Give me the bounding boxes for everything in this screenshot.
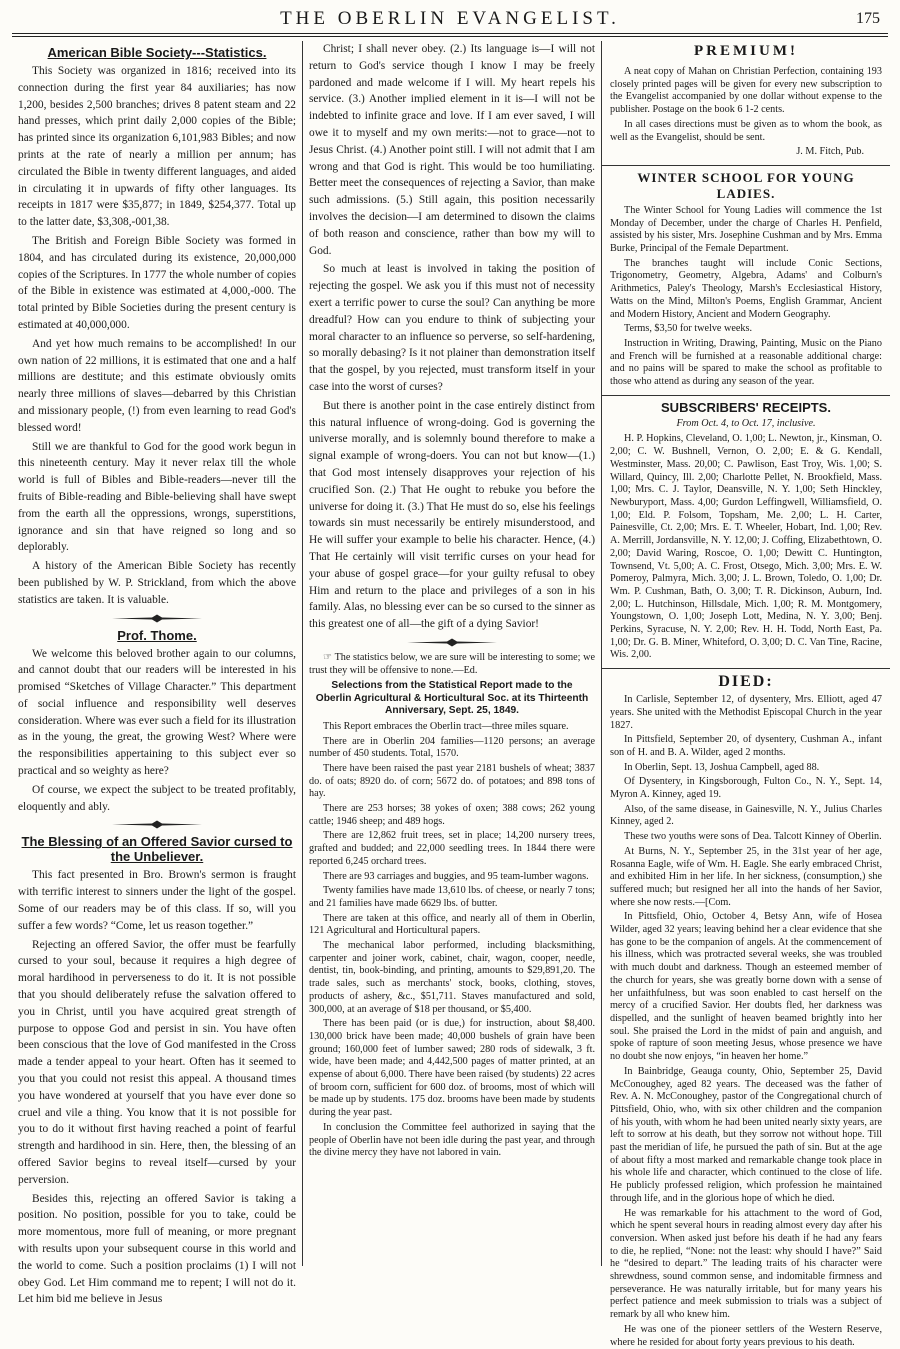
winter-school-heading: WINTER SCHOOL FOR YOUNG LADIES. [637, 169, 855, 201]
masthead-rule [12, 33, 888, 37]
receipts-heading: SUBSCRIBERS' RECEIPTS. [661, 399, 831, 415]
winter-school-paragraph: The branches taught will include Conic Sections, Trigonometry, Geometry, Algebra, Adams' and Colburn's Arithmetics, Paley's Theology, Marsh's Ecclesiastical History, Watts on the Mind, Milton's Poems, English Grammar, Ancient and Modern History, Ancient and Modern Geography. [610, 257, 882, 320]
report-paragraph: Twenty families have made 13,610 lbs. of cheese, or nearly 7 tons; and 21 families have made 6629 lbs. of butter. [309, 885, 596, 909]
report-paragraph: In conclusion the Committee feel authorized in saying that the people of Oberlin have not been idle during the past year, and through the divine mercy they have not labored in vain. [309, 1121, 595, 1159]
obituary: These two youths were sons of Dea. Talcott Kinney of Oberlin. [624, 831, 882, 843]
newspaper-title: THE OBERLIN EVANGELIST. [280, 8, 620, 29]
report-paragraph: There are taken at this office, and nearly all of them in Oberlin, 121 Agricultural and Horticultural papers. [309, 912, 595, 937]
obituary: In Pittsfield, September 20, of dysentery, Cushman A., infant son of H. and B. A. Wilder, aged 2 months. [610, 734, 882, 758]
died-heading: DIED: [718, 673, 774, 691]
obituary: Also, of the same disease, in Gainesville, N. Y., Julius Charles Kinney, aged 2. [610, 803, 882, 828]
report-paragraph: The mechanical labor performed, including blacksmithing, carpenter and joiner work, cabinet, chair, wagon, cooper, needle, dentist, tin, book-binding, and printing, amounts to $29,891,20. The trade sales, such as merchants' stock, books, clothing, stoves, products of ashery, &c., $51,711. Staves manufactured and sold, 300,000, at an average of $18 per thousand, or $5,400. [309, 940, 595, 1015]
report-body [309, 721, 595, 1160]
article-paragraph: This Society was organized in 1816; received into its connection during the first year 84 auxiliaries; has now 1,200, besides 2,500 branches; drives 8 patent steam and 22 hand presses, which print daily 2,000 copies of the Bible; has printed since its organization 6,101,983 Bibles; and now prints at the rate of nearly a million per annum; has circulated the Bible in twenty different languages, and aided in circulating it in upwards of fifty other languages. Its receipts in 1817 were $35,877; in 1849, $254,377. Total up to the latter date, $3,308,-001,38. [18, 65, 296, 229]
ornament-divider [309, 638, 595, 647]
article-paragraph: But there is another point in the case entirely distinct from this natural influence of wrong-doing. God is governing the universe morally, and is solemnly bound therefore to make a signal example of wrong-doers. You can not but know—(1.) that God most intensely disapproves your rejection of his crucified Son. (2.) That He ought to rebuke you before the universe for doing it. (3.) That He must do so, else his feelings towards sin must necessarily be entirely misunderstood, and He will suffer your example to belie his character. Hence, (4.) That He certainly will visit terrific curses on your head for your abuse of gospel grace—for your guilty refusal to obey Him and return to the place and privileges of a son in his family. Alas, no blessing ever can be so cursed to the sinner as this greatest one of all—the gift of a dying Savior! [309, 399, 595, 631]
obituary: In Carlisle, September 12, of dysentery, Mrs. Elliott, aged 47 years. She united with the Methodist Episcopal Church in the year 1827. [610, 694, 882, 731]
premium-paragraph: In all cases directions must be given as to whom the book, as well as the Evangelist, should be sent. [610, 118, 882, 143]
article-paragraph: Christ; I shall never obey. (2.) Its language is—I will not return to God's service though I know I may be freely pardoned and made welcome if I will. My heart repels his service. (3.) Another implied element in it is—I will not be indebted to infinite grace and love. If I am ever saved, I will owe it to myself and my own merits:—not to grace—not to Jesus Christ. (4.) Another point still. I will not admit that I am wrong and that God is right. This would be too humiliating. Better meet the consequences of rejecting a Savior, than make such admissions. (5.) Still again, this position necessarily involves the decision—I am determined to disown the claims of both reason and conscience, rather than bow my will to God. [309, 43, 595, 257]
winter-school-paragraph: The Winter School for Young Ladies will commence the 1st Monday of December, under the charge of Charles H. Penfield, assisted by his sister, Mrs. Josephine Cushman and by Mrs. Emma Burke, Principal of the Female Department. [610, 204, 882, 255]
article-heading-offered-savior: The Blessing of an Offered Savior cursed to the Unbeliever. [21, 834, 293, 865]
publisher-signature: J. M. Fitch, Pub. [796, 146, 864, 158]
report-paragraph: There are 12,862 fruit trees, set in place; 14,200 nursery trees, grafted and budded; and 22,000 seedling trees. In 1844 there were reported 6,245 orchard trees. [309, 830, 595, 867]
obituary: In Oberlin, Sept. 13, Joshua Campbell, aged 88. [624, 761, 820, 773]
report-paragraph: This Report embraces the Oberlin tract—three miles square. [323, 720, 569, 732]
article-paragraph: Rejecting an offered Savior, the offer must be fearfully cursed to your soul, because it requires a high degree of moral hardihood in perverseness to do it. It is not possible that you should deliberately refuse the salvation offered to you in Christ, until you have acquired great strength of purpose to oppose God and persist in sin. You have often been conscious that the love of God manifested in the Cross made a tender appeal to your heart. Often has it seemed to you that you could not resist this appeal. A thousand times you have wondered at yourself that you have ever done so cruel and vile a thing. You know that it is not possible for you to do it without first having reached a point of fearful strength and hardihood in sin. Here, then, the blessing of an offered Savior begins to reveal itself—cursed by your perversion. [18, 938, 296, 1186]
ornament-divider [18, 614, 296, 623]
article-paragraph: Still we are thankful to God for the good work begun in this nineteenth century. May it never relax till the whole world is full of Bibles and Bible-readers—never till the fruits of Bible-reading and Bible-believing shall have swept from the earth all the oppressions, wrongs, superstitions, ignorance and sin that have reigned so long and so deplorably. [18, 440, 296, 554]
winter-school-paragraph: Instruction in Writing, Drawing, Painting, Music on the Piano and French will be furnished at a reasonable additional charge: and no pains will be spared to make the school as profitable to those who attend as during any season of the year. [610, 337, 882, 388]
column-right [602, 41, 888, 1348]
obituary: In Pittsfield, Ohio, October 4, Betsy Ann, wife of Hosea Wilder, aged 32 years; leaving behind her a clear evidence that she has gone to be the companion of angels. At the commencement of his illness, which was protracted several weeks, she was troubled with much doubt and darkness. Though an esteemed member of the church for years, she was greatly borne down with a sense of her unfaithfulness, but was soon enabled to cast herself on the mercy of a crucified Savior. Her doubts fled, her darkness was dispelled, and the sunlight of heaven beamed brightly into her soul. She praised the Lord in the midst of pain and anguish, and spoke of rapture of soon meeting Jesus, whose presence we have no doubt she now enjoys, “in heaven her home.” [610, 911, 882, 1063]
winter-school-paragraph: Terms, $3,50 for twelve weeks. [624, 323, 753, 335]
obituary: He was one of the pioneer settlers of the Western Reserve, where he resided for about forty years previous to his death. [610, 1323, 882, 1348]
report-paragraph: There are 253 horses; 38 yokes of oxen; 388 cows; 262 young cattle; 1946 sheep; and 489 hogs. [309, 803, 595, 827]
masthead [12, 8, 888, 30]
article-paragraph: So much at least is involved in taking the position of rejecting the gospel. We ask you if this must not of necessity exert a terrific power to curse the soul? Can anything be more dreadful? How can you endure to think of subjecting your moral character to an influence so perverse, so self-hardening, so morally debasing? Is it not plainer than demonstration itself that the gospel, by you rejected, must transform itself in your case into the worst of curses? [309, 263, 595, 393]
report-paragraph: There are in Oberlin 204 families—1120 persons; an average number of 450 students. Total, 1570. [309, 735, 595, 760]
article-paragraph: We welcome this beloved brother again to our columns, and cannot doubt that our readers will be interested in his promised “Sketches of Village Character.” This department of social influence and responsibility well deserves consideration. Where was ever such a field for its illustration as in the young, the great, the growing West? Where were the responsibilities appertaining to this subject ever so practical and so weighty as here? [18, 647, 296, 778]
article-paragraph: A history of the American Bible Society has recently been published by W. P. Strickland, from which the above statistics are taken. It is valuable. [18, 560, 296, 606]
receipts-date-range: From Oct. 4, to Oct. 17, inclusive. [676, 417, 816, 429]
article-paragraph: And yet how much remains to be accomplished! In our own nation of 22 millions, it is estimated that one and a half millions are destitute; and this estimate obviously omits nearly three millions of slaves—debarred by this Christian and missionary people, (!) from even learning to read God's blessed word! [18, 337, 296, 434]
report-paragraph: There are 93 carriages and buggies, and 95 team-lumber wagons. [323, 870, 589, 882]
article-paragraph: The British and Foreign Bible Society was formed in 1804, and has circulated during its existence, 20,000,000 copies of the Scriptures. In 1777 the whole number of copies of the Bible in existence was estimated at 4,000,-000. The total printed by Bible Societies during the present century is estimated at 40,000,000. [18, 234, 296, 331]
section-rule [602, 395, 890, 396]
obituary: Of Dysentery, in Kingsborough, Fulton Co., N. Y., Sept. 14, Myron A. Kinney, aged 19. [610, 776, 882, 801]
columns [12, 41, 888, 1348]
report-paragraph: There have been raised the past year 2181 bushels of wheat; 3837 do. of oats; 8920 do. of corn; 5672 do. of potatoes; and 898 tons of hay. [309, 762, 595, 800]
obituary: In Bainbridge, Geauga county, Ohio, September 25, David McConoughey, aged 82 years. The deceased was the father of Rev. A. N. McConoughey, pastor of the Congregational church of Pittsfield, Ohio, who, with six other children and the companion of his youth, with whom he had been united nearly sixty years, are left to sorrow at his death, but they sorrow not without hope. Till past the meridian of life, he pursued the path of sin. But at the age of about fifty a most marked and remarkable change took place in his whole life and character, which continued to the close of life. He publicly professed religion, which profession he maintained through life, and in the glorious hope of which he died. [610, 1065, 882, 1204]
premium-heading: PREMIUM! [694, 43, 798, 59]
section-rule [602, 668, 890, 669]
ornament-divider [18, 820, 296, 829]
premium-paragraph: A neat copy of Mahan on Christian Perfection, containing 193 closely printed pages will be given for every new subscription to the Evangelist accompanied by one dollar without expense to the publisher. Postage on the book 6 1-2 cents. [610, 66, 882, 116]
report-paragraph: There has been paid (or is due,) for instruction, about $8,400. 130,000 brick have been made; 40,000 bushels of grain have been ground; 160,000 feet of lumber sawed; 280 rods of sidewalk, 3 ft. wide, have been made; and 4,442,500 pages of matter printed, at an expense of about 6,000. There have been raised (by students) 22 acres of broom corn, sufficient for 600 doz. of brooms, most of which will be made up by students. 175 doz. brooms have been made by students during the year past. [309, 1018, 595, 1119]
report-heading: Selections from the Statistical Report made to the Oberlin Agricultural & Horticultural Soc. at its Thirteenth Anniversary, Sept. 25, 1849. [315, 680, 589, 717]
obituary: He was remarkable for his attachment to the word of God, which he spent several hours in reading almost every day after his conversion. When asked just before his death if he had any fears to die, he replied, “None: not the least: why should I have?” Said he “desired to depart.” The leading traits of his character were shrewdness, sound common sense, and indomitable firmness and perseverance. He was naturally irritable, but for many years his perfect patience and meek submission to trials was a subject of remark by all who knew him. [610, 1207, 882, 1321]
article-paragraph: Of course, we expect the subject to be treated profitably, eloquently and ably. [18, 783, 296, 813]
section-rule [602, 165, 890, 166]
column-left [12, 41, 302, 1306]
page-number: 175 [856, 10, 880, 27]
article-heading-thome: Prof. Thome. [117, 627, 197, 643]
receipts-list: H. P. Hopkins, Cleveland, O. 1,00; L. Newton, jr., Kinsman, O. 2,00; C. W. Bushnell, Vernon, O. 2,00; E. & G. Kendall, Westminster, Mass. 20,00; C. Pawlison, East Troy, Wis. 1,00; S. Willard, Quincy, Ill. 2,00; Charlotte Pellet, N. Brookfield, Mass. 1,00; Mrs. C. J. Taylor, Deansville, N. Y. 1,00; Seth Hinckley, Newburyport, Mass. 4,00; Gurdon Leffingwell, Williamsfield, O. 1,00; Eld. P. Folsom, Topsham, Me. 2,00; L. H. Carter, Painesville, Ct. 2,00; Mrs. E. T. Wheeler, Hobart, Ind. 1,00; Rev. A. Merrill, Jordansville, N. Y. 12,00; J. Coffing, Elizabethtown, O. 2,00; David Waring, Roscoe, O. 1,00; Dewitt C. Huntington, Townsend, Vt. 5,00; A. C. Frost, Otsego, Mich. 3,00; Mrs. E. W. Pomeroy, Palmyra, Mich. 3,00; J. L. Brown, Toledo, O. 1,00; Dr. Wm. P. Cushman, Bath, O. 3,00; T. R. Dickinson, Auburn, Ind. 2,00; L. Hutchinson, Hillsdale, Mich. 1,00; R. M. Montgomery, Youngstown, O. 1,00; Joseph Lott, Medina, N. Y. 3,00; Benj. Perkins, Syracuse, N. Y. 2,00; Rev. H. H. Todd, North East, Pa. 1,00; Dr. G. B. Miner, Whiteford, O. 3,00; D. C. Van Tine, Racine, Wis. 2,00. [610, 433, 882, 661]
editor-note: ☞ The statistics below, we are sure will be interesting to some; we trust they will be offensive to none.—Ed. [309, 651, 595, 676]
article-heading-bible-society: American Bible Society---Statistics. [47, 45, 267, 60]
article-paragraph: This fact presented in Bro. Brown's sermon is fraught with terrific interest to sinners under the light of the gospel. Some of our readers may be of this class. If so, will you suffer a few words? “Come, let us reason together.” [18, 869, 296, 932]
obituary: At Burns, N. Y., September 25, in the 31st year of her age, Rosanna Eagle, wife of Wm. H. Eagle. She early embraced Christ, and exhibited Him in her life. In her sickness, (consumption,) she suffered much; but resigned her all into the hands of her Savior, where she now rests.—[Com. [610, 845, 882, 908]
article-paragraph: Besides this, rejecting an offered Savior is taking a position. No position, possible for you to take, could be more momentous, more full of meaning, or more pregnant with results upon your subsequent course in this world and the world to come. Such a position proclaims (1) I will not obey God. Let Him command me to repent; I will not do it. Let him bid me believe in Jesus [18, 1192, 296, 1306]
column-middle [302, 41, 602, 1266]
